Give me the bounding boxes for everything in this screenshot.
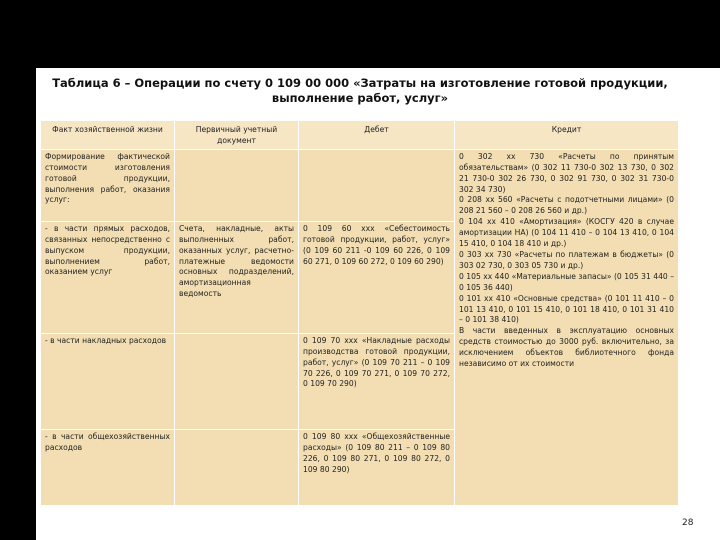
operations-table xyxy=(40,120,679,506)
table-row xyxy=(41,149,679,221)
row-fact: - в части прямых расходов, связанных непосредственно с выпуском продукции, выполнением работ, оказанием услуг xyxy=(41,221,175,333)
row-document xyxy=(175,149,299,221)
left-black-band xyxy=(0,68,36,540)
row-fact: - в части общехозяйственных расходов xyxy=(41,429,175,505)
page-number: 28 xyxy=(682,518,694,528)
slide xyxy=(36,68,684,508)
table-title: Таблица 6 – Операции по счету 0 109 00 000 «Затраты на изготовление готовой продукции, выполнение работ, услуг» xyxy=(52,76,668,105)
header-document: Первичный учетный документ xyxy=(175,121,299,150)
header-credit: Кредит xyxy=(455,121,679,150)
row-fact: - в части накладных расходов xyxy=(41,333,175,429)
row-fact: Формирование фактической стоимости изготовления готовой продукции, выполнения работ, оказания услуг: xyxy=(41,149,175,221)
table-header-row xyxy=(41,121,679,150)
credit-cell: 0 302 хх 730 «Расчеты по принятым обязательствам» (0 302 11 730-0 302 13 730, 0 302 21 730-0 302 26 730, 0 302 91 730, 0 302 31 730-0 302 34 730) 0 208 хх 560 «Расчеты с подотчетными лицами» (0 208 21 560 – 0 208 26 560 и др.) 0 104 хх 410 «Амортизация» (КОСГУ 420 в случае амортизации НА) (0 104 11 410 – 0 104 13 410, 0 104 15 410, 0 104 18 410 и др.) 0 303 хх 730 «Расчеты по платежам в бюджеты» (0 303 02 730, 0 303 05 730 и др.) 0 105 хх 440 «Материальные запасы» (0 105 31 440 – 0 105 36 440) 0 101 хх 410 «Основные средства» (0 101 11 410 – 0 101 13 410, 0 101 15 410, 0 101 18 410, 0 101 31 410 – 0 101 38 410) В части введенных в эксплуатацию основных средств стоимостью до 3000 руб. включительно, за исключением объектов библиотечного фонда независимо от их стоимости xyxy=(455,149,679,505)
row-document xyxy=(175,429,299,505)
row-debit: 0 109 70 ххх «Накладные расходы производства готовой продукции, работ, услуг» (0 109 70 211 – 0 109 70 226, 0 109 70 271, 0 109 70 272, 0 109 70 290) xyxy=(299,333,455,429)
header-debit: Дебет xyxy=(299,121,455,150)
row-debit: 0 109 60 ххх «Себестоимость готовой продукции, работ, услуг» (0 109 60 211 -0 109 60 226, 0 109 60 271, 0 109 60 272, 0 109 60 290) xyxy=(299,221,455,333)
row-debit xyxy=(299,149,455,221)
row-debit: 0 109 80 ххх «Общехозяйственные расходы» (0 109 80 211 – 0 109 80 226, 0 109 80 271, 0 109 80 272, 0 109 80 290) xyxy=(299,429,455,505)
header-fact: Факт хозяйственной жизни xyxy=(41,121,175,150)
row-document: Счета, накладные, акты выполненных работ, оказанных услуг, расчетно-платежные ведомости основных подразделений, амортизационная ведомость xyxy=(175,221,299,333)
top-black-band xyxy=(0,0,720,68)
row-document xyxy=(175,333,299,429)
